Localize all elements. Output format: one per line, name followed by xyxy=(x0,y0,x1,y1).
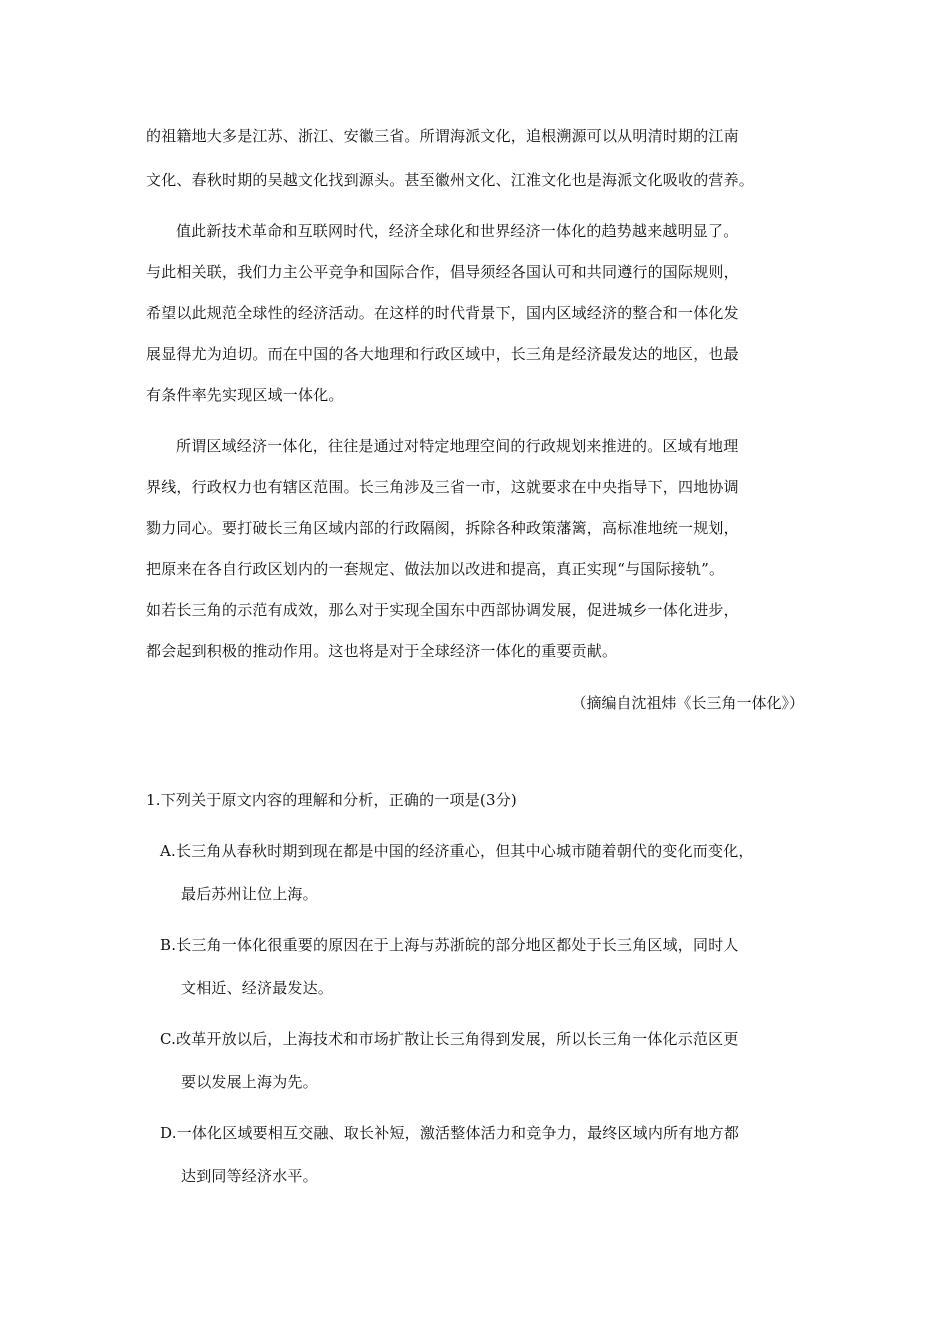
source-attribution: （摘编自沈祖炜《长三角一体化》） xyxy=(571,694,804,712)
text-line: 都会起到积极的推动作用。这也将是对于全球经济一体化的重要贡献。 xyxy=(146,642,618,660)
text-line: 把原来在各自行政区划内的一套规定、做法加以改进和提高，真正实现“与国际接轨”。 xyxy=(146,560,725,578)
option-text: C.改革开放以后，上海技术和市场扩散让长三角得到发展，所以长三角一体化示范区更 xyxy=(160,1030,739,1048)
text-line: 与此相关联，我们力主公平竞争和国际合作，倡导须经各国认可和共同遵行的国际规则， xyxy=(146,263,739,281)
option-text: 达到同等经济水平。 xyxy=(181,1167,318,1185)
option-text: 最后苏州让位上海。 xyxy=(181,885,318,903)
text-line: 如若长三角的示范有成效，那么对于实现全国东中西部协调发展，促进城乡一体化进步， xyxy=(146,601,739,619)
option-text: 文相近、经济最发达。 xyxy=(181,979,334,997)
text-line: 希望以此规范全球性的经济活动。在这样的时代背景下，国内区域经济的整合和一体化发 xyxy=(146,304,739,322)
text-line: 文化、春秋时期的吴越文化找到源头。甚至徽州文化、江淮文化也是海派文化吸收的营养。 xyxy=(146,171,755,189)
text-line: 勠力同心。要打破长三角区域内部的行政隔阂，拆除各种政策藩篱，高标准地统一规划， xyxy=(146,519,739,537)
text-line: 的祖籍地大多是江苏、浙江、安徽三省。所谓海派文化，追根溯源可以从明清时期的江南 xyxy=(146,127,739,145)
text-line: 展显得尤为迫切。而在中国的各大地理和行政区域中，长三角是经济最发达的地区，也最 xyxy=(146,345,739,363)
text-line: 所谓区域经济一体化，往往是通过对特定地理空间的行政规划来推进的。区域有地理 xyxy=(176,437,739,455)
text-line: 界线，行政权力也有辖区范围。长三角涉及三省一市，这就要求在中央指导下，四地协调 xyxy=(146,478,739,496)
text-line: 有条件率先实现区域一体化。 xyxy=(146,386,344,404)
option-text: B.长三角一体化很重要的原因在于上海与苏浙皖的部分地区都处于长三角区域，同时人 xyxy=(160,936,739,954)
question-stem: 1.下列关于原文内容的理解和分析，正确的一项是(3分) xyxy=(146,791,517,809)
option-text: A.长三角从春秋时期到现在都是中国的经济重心，但其中心城市随着朝代的变化而变化， xyxy=(160,842,754,860)
text-line: 值此新技术革命和互联网时代，经济全球化和世界经济一体化的趋势越来越明显了。 xyxy=(176,222,739,240)
option-text: D.一体化区域要相互交融、取长补短，激活整体活力和竞争力，最终区域内所有地方都 xyxy=(160,1124,740,1142)
option-text: 要以发展上海为先。 xyxy=(181,1073,318,1091)
